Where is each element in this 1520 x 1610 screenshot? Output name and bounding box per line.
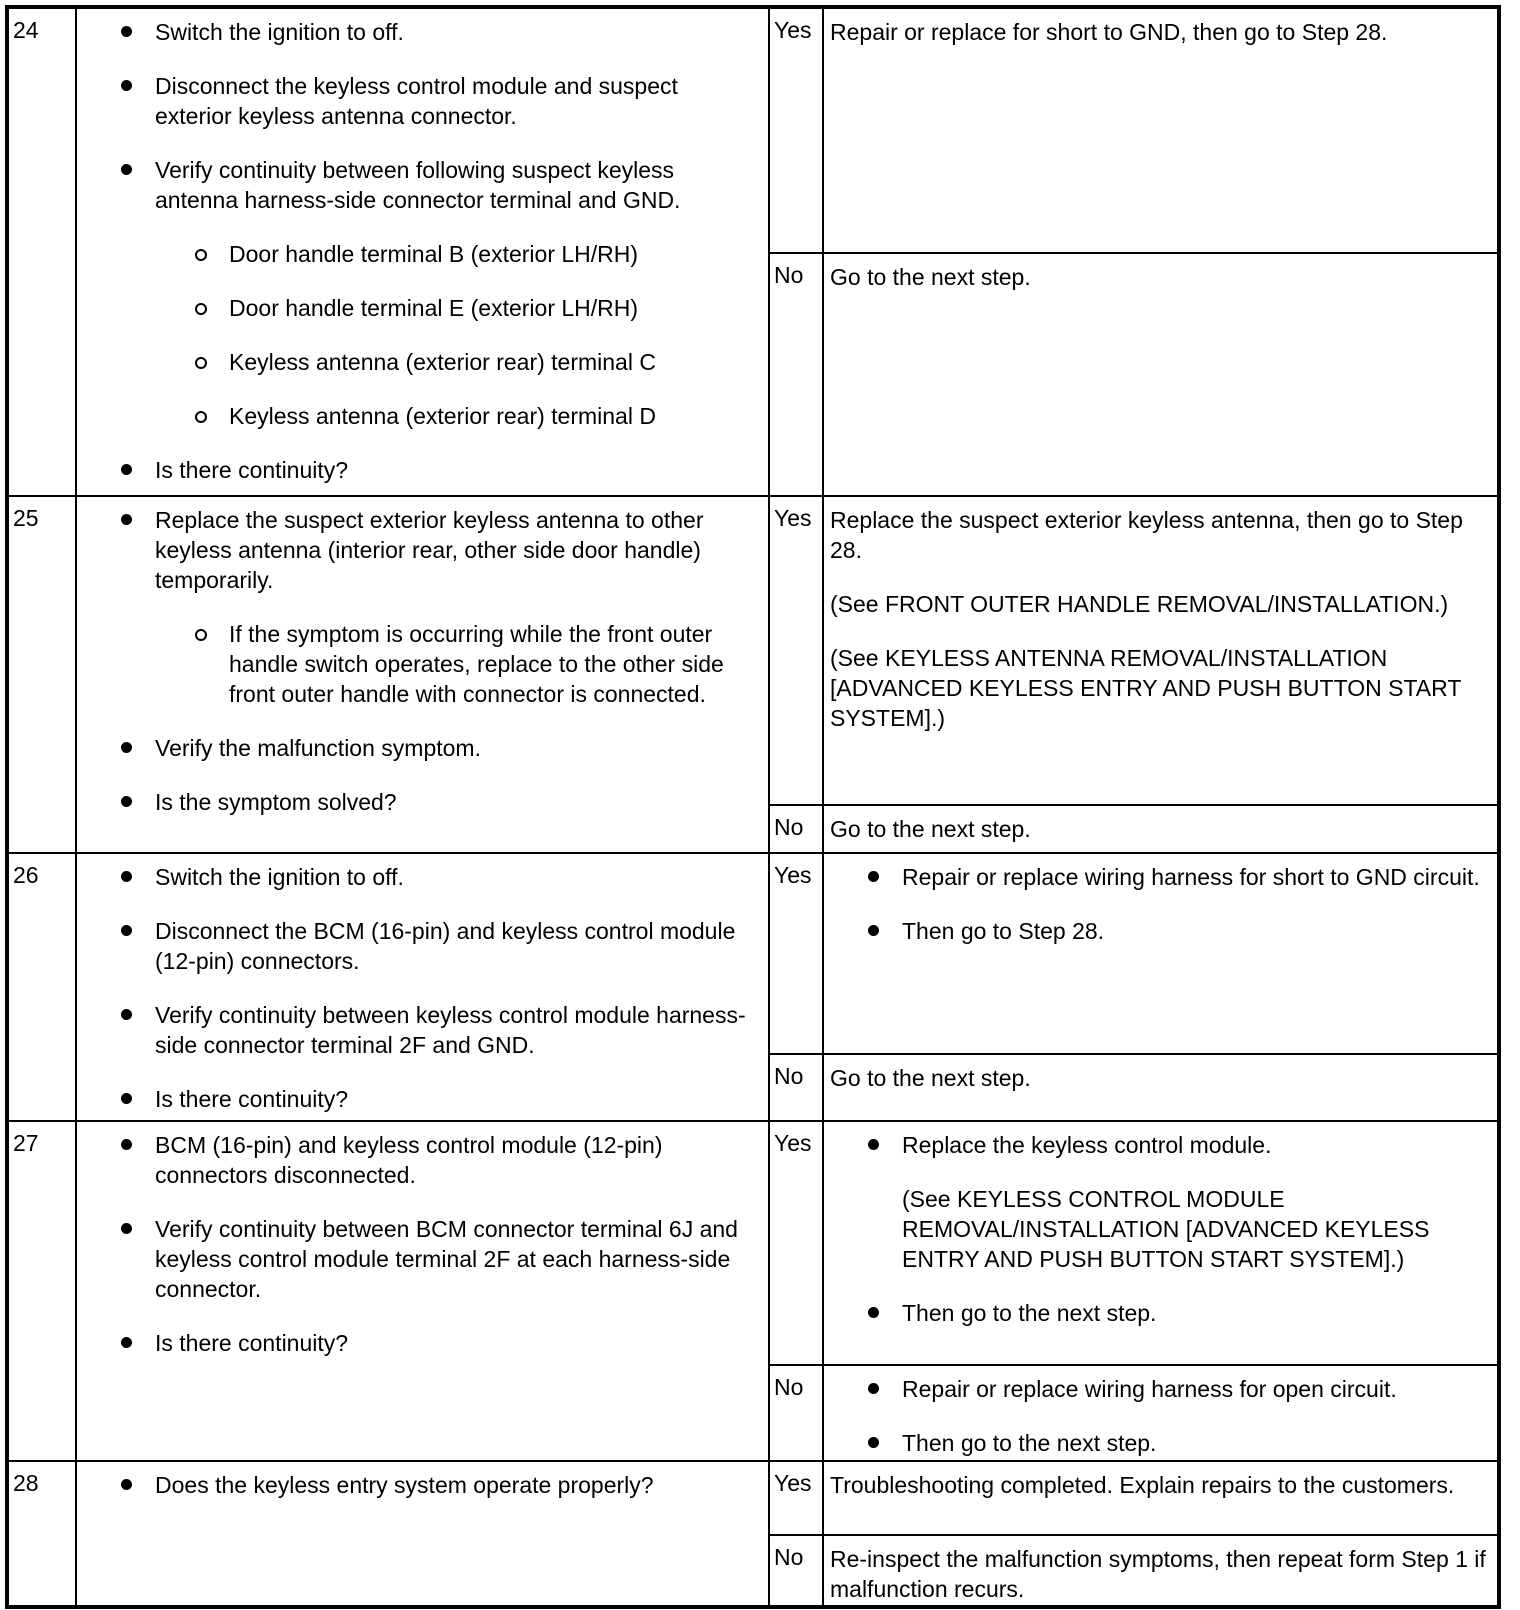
bullet-item: Verify the malfunction symptom. [121, 733, 748, 763]
check-list [121, 1470, 748, 1500]
yes-label: Yes [770, 9, 824, 252]
bullet-item: BCM (16-pin) and keyless control module (12-pin) connectors disconnected. [121, 1130, 748, 1190]
yes-label: Yes [770, 497, 824, 804]
result-text: Go to the next step. [830, 816, 1031, 842]
bullet-item: Verify continuity between BCM connector terminal 6J and keyless control module terminal 2F at each harness-side connector. [121, 1214, 748, 1304]
bullet-item: Is there continuity? [121, 455, 748, 485]
troubleshooting-table [5, 5, 1501, 1609]
yes-label: Yes [770, 1122, 824, 1364]
step-number: 26 [9, 854, 77, 1120]
result-item: Replace the keyless control module. [868, 1130, 1491, 1160]
sub-item: Door handle terminal E (exterior LH/RH) [195, 293, 748, 323]
bullet-item: Disconnect the keyless control module and suspect exterior keyless antenna connector. [121, 71, 748, 131]
no-result [824, 1053, 1497, 1120]
no-result [824, 804, 1497, 852]
no-label: No [770, 1053, 824, 1120]
sub-item: Keyless antenna (exterior rear) terminal C [195, 347, 748, 377]
bullet-item: Verify continuity between keyless control module harness-side connector terminal 2F and GND. [121, 1000, 748, 1060]
result-item: Then go to the next step. [868, 1298, 1491, 1328]
result-text: Go to the next step. [830, 264, 1031, 290]
result-item: Repair or replace wiring harness for short to GND circuit. [868, 862, 1491, 892]
yes-result [824, 497, 1497, 804]
result-list [868, 1130, 1491, 1328]
step-row-24 [9, 9, 1497, 495]
yes-label: Yes [770, 1462, 824, 1534]
bullet-item: Switch the ignition to off. [121, 862, 748, 892]
no-result [824, 1364, 1497, 1460]
sub-item: If the symptom is occurring while the front outer handle switch operates, replace to the other side front outer handle with connector is connected. [195, 619, 748, 709]
no-label: No [770, 252, 824, 495]
step-description [77, 9, 770, 495]
step-description [77, 1122, 770, 1460]
result-text: (See FRONT OUTER HANDLE REMOVAL/INSTALLATION.) [830, 591, 1449, 617]
bullet-item: Does the keyless entry system operate properly? [121, 1470, 748, 1500]
yes-result [824, 9, 1497, 252]
step-description [77, 1462, 770, 1605]
step-description [77, 854, 770, 1120]
step-row-28 [9, 1460, 1497, 1605]
bullet-item: Switch the ignition to off. [121, 17, 748, 47]
step-description [77, 497, 770, 852]
result-text: (See KEYLESS ANTENNA REMOVAL/INSTALLATION [ADVANCED KEYLESS ENTRY AND PUSH BUTTON START SYSTEM].) [830, 645, 1461, 731]
step-row-26 [9, 852, 1497, 1120]
yes-result [824, 854, 1497, 1053]
no-result [824, 1534, 1497, 1605]
no-label: No [770, 1534, 824, 1605]
step-number: 27 [9, 1122, 77, 1460]
result-text: Go to the next step. [830, 1065, 1031, 1091]
yes-label: Yes [770, 854, 824, 1053]
check-list [121, 862, 748, 1114]
result-item: Then go to the next step. [868, 1428, 1491, 1458]
sub-item: Keyless antenna (exterior rear) terminal D [195, 401, 748, 431]
step-number: 28 [9, 1462, 77, 1605]
result-list [868, 1374, 1491, 1458]
result-text: Replace the suspect exterior keyless antenna, then go to Step 28. [830, 507, 1463, 563]
check-list [121, 1130, 748, 1358]
yes-result [824, 1462, 1497, 1534]
bullet-item: Replace the suspect exterior keyless antenna to other keyless antenna (interior rear, other side door handle) temporarily. [121, 505, 748, 595]
result-item: Then go to Step 28. [868, 916, 1491, 946]
result-text: Troubleshooting completed. Explain repairs to the customers. [830, 1472, 1455, 1498]
bullet-item: Disconnect the BCM (16-pin) and keyless control module (12-pin) connectors. [121, 916, 748, 976]
step-number: 25 [9, 497, 77, 852]
check-list [121, 17, 748, 485]
bullet-item: Is there continuity? [121, 1328, 748, 1358]
no-label: No [770, 1364, 824, 1460]
check-list [121, 505, 748, 817]
bullet-item: Is the symptom solved? [121, 787, 748, 817]
yes-result [824, 1122, 1497, 1364]
result-text: Repair or replace for short to GND, then go to Step 28. [830, 19, 1388, 45]
sub-item: Door handle terminal B (exterior LH/RH) [195, 239, 748, 269]
result-text: Re-inspect the malfunction symptoms, then repeat form Step 1 if malfunction recurs. [830, 1546, 1486, 1602]
step-row-27 [9, 1120, 1497, 1460]
result-item: Repair or replace wiring harness for open circuit. [868, 1374, 1491, 1404]
bullet-item: Is there continuity? [121, 1084, 748, 1114]
no-result [824, 252, 1497, 495]
step-row-25 [9, 495, 1497, 852]
result-item: (See KEYLESS CONTROL MODULE REMOVAL/INSTALLATION [ADVANCED KEYLESS ENTRY AND PUSH BUTTON START SYSTEM].) [902, 1186, 1430, 1272]
step-number: 24 [9, 9, 77, 495]
bullet-item: Verify continuity between following suspect keyless antenna harness-side connector terminal and GND. [121, 155, 748, 215]
result-list [868, 862, 1491, 946]
no-label: No [770, 804, 824, 852]
